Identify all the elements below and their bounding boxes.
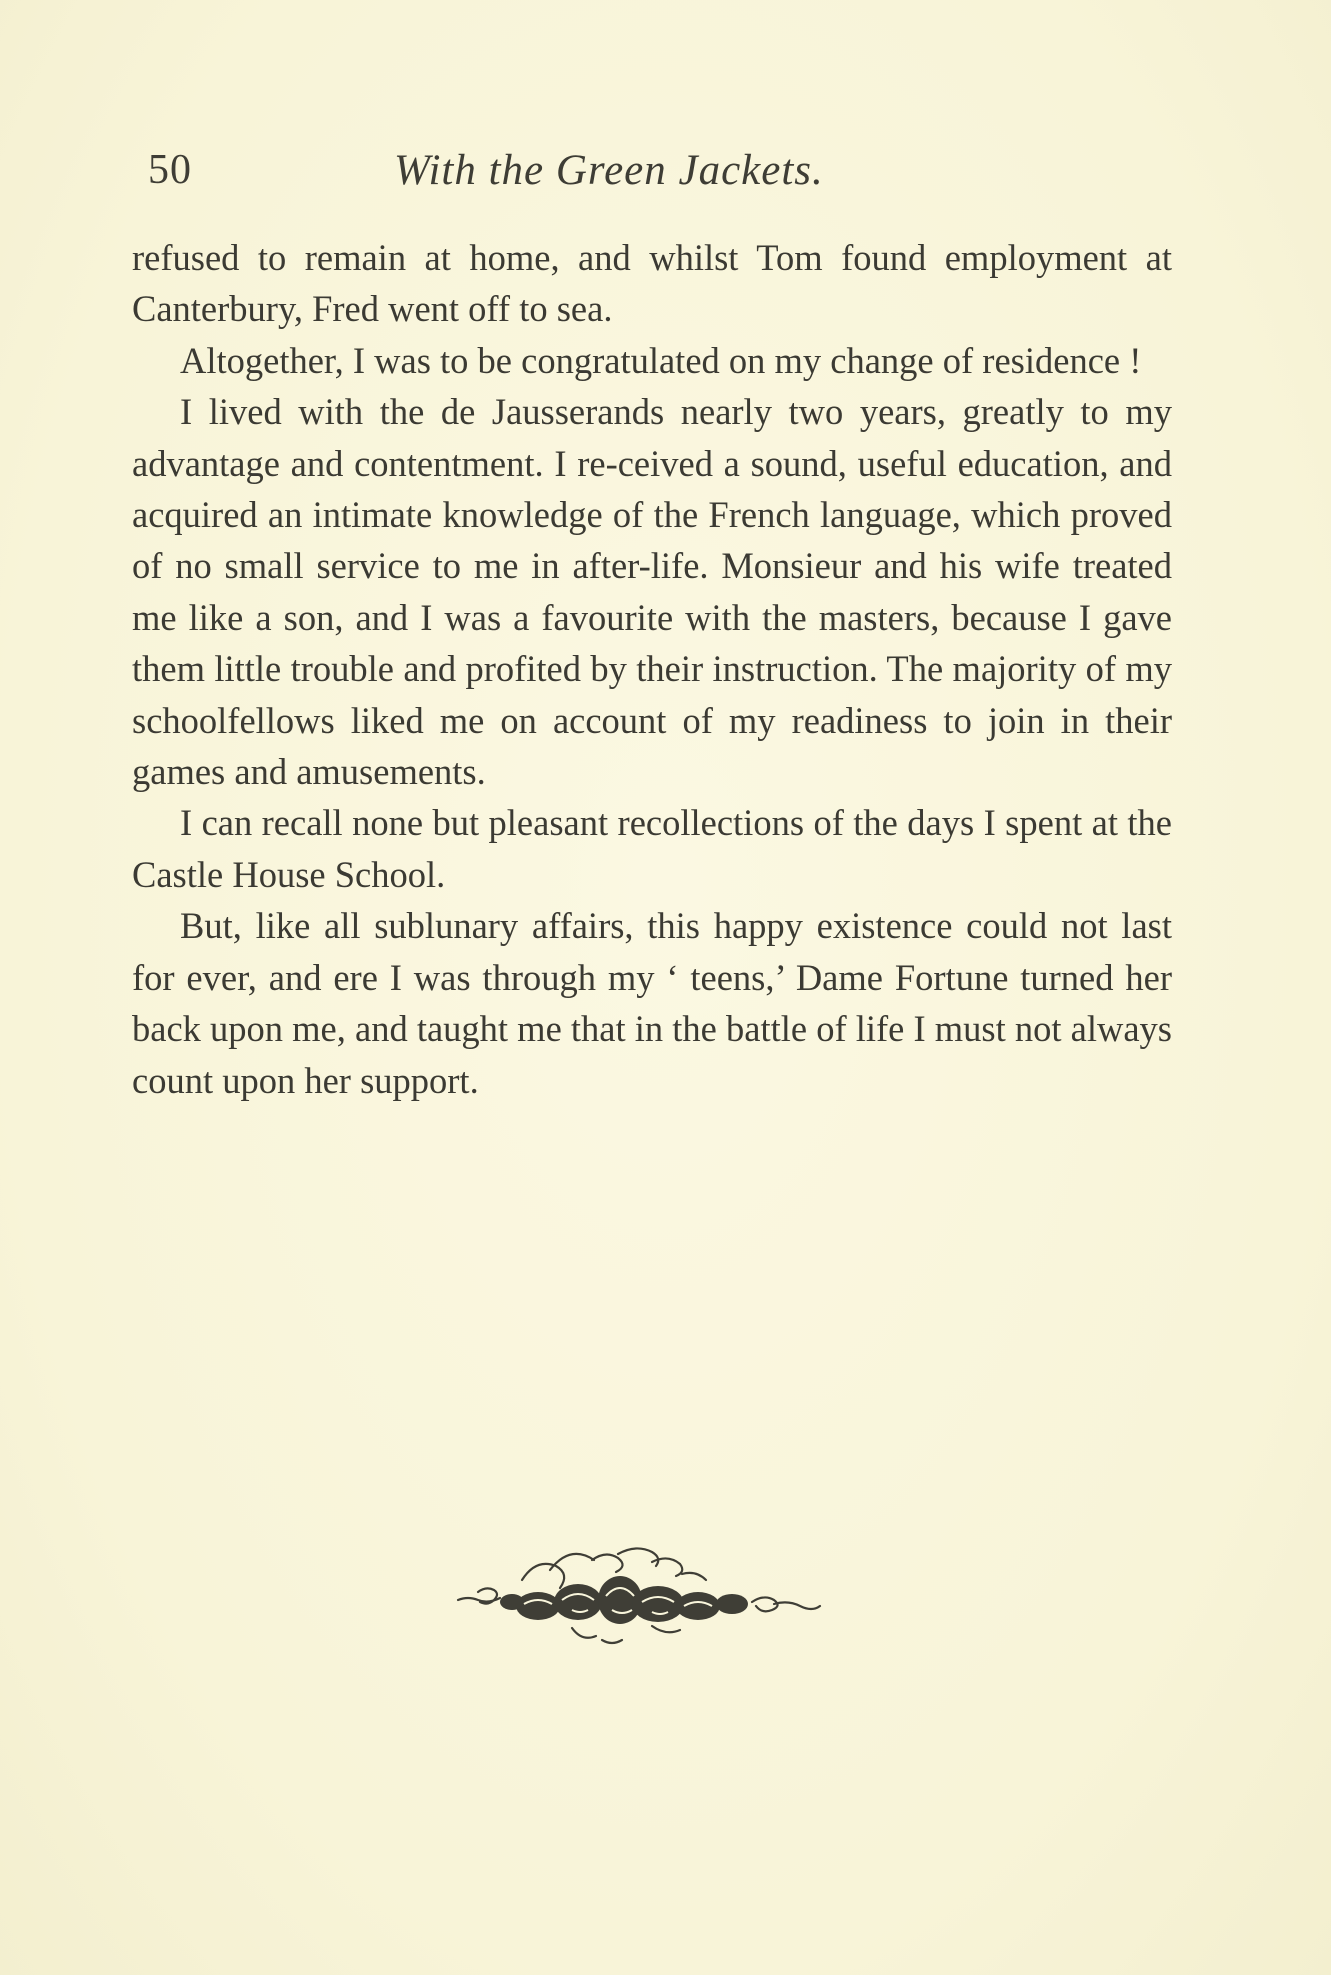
body-text [132,232,1172,1106]
paragraph-1: refused to remain at home, and whilst Tom found employment at Canterbury, Fred went off to sea. [132,237,1172,330]
paragraph-3: I lived with the de Jausserands nearly two years, greatly to my advantage and contentment. I re-ceived a sound, useful education, and acquired an intimate knowledge of the French language, which proved of no small service to me in after-life. Monsieur and his wife treated me like a son, and I was a favourite with the masters, because I gave them little trouble and profited by their instruction. The majority of my schoolfellows liked me on account of my readiness to join in their games and amusements. [132,391,1172,793]
page-number: 50 [148,147,192,193]
running-head [148,140,1188,200]
running-title: With the Green Jackets. [394,147,824,194]
paragraph-4: I can recall none but pleasant recollections of the days I spent at the Castle House School. [132,802,1172,895]
floral-tailpiece-icon [452,1540,824,1650]
paragraph-2: Altogether, I was to be congratulated on my change of residence ! [180,339,1142,381]
paragraph-5: But, like all sublunary affairs, this happy existence could not last for ever, and ere I was through my ‘ teens,’ Dame Fortune turned her back upon me, and taught me that in the battle of life I must not always count upon her support. [132,905,1172,1101]
